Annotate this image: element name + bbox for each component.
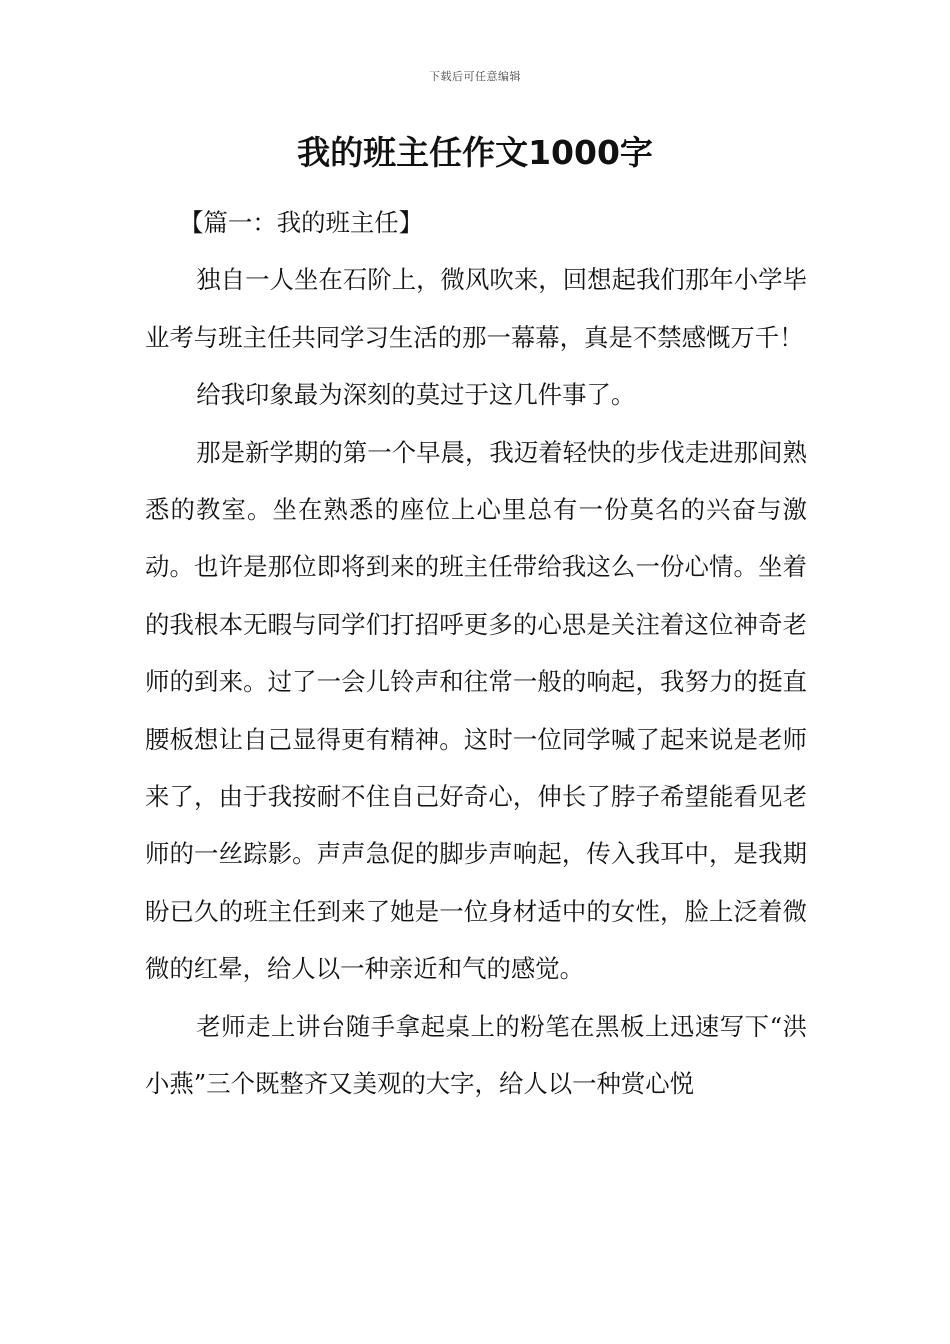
- document-title: 我的班主任作文1000字: [297, 133, 653, 172]
- paragraph: 给我印象最为深刻的莫过于这几件事了。: [196, 380, 636, 410]
- section-heading: 【篇一：我的班主任】: [179, 208, 424, 237]
- document-body: [145, 194, 807, 1113]
- header-note: 下载后可任意编辑: [429, 70, 521, 83]
- paragraph: 老师走上讲台随手拿起桌上的粉笔在黑板上迅速写下“洪小燕”三个既整齐又美观的大字，给人以一种赏心悦: [145, 1011, 807, 1099]
- paragraph: 那是新学期的第一个早晨，我迈着轻快的步伐走进那间熟悉的教室。坐在熟悉的座位上心里总有一份莫名的兴奋与激动。也许是那位即将到来的班主任带给我这么一份心情。坐着的我根本无暇与同学们打招呼更多的心思是关注着这位神奇老师的到来。过了一会儿铃声和往常一般的响起，我努力的挺直腰板想让自己显得更有精神。这时一位同学喊了起来说是老师来了，由于我按耐不住自己好奇心，伸长了脖子希望能看见老师的一丝踪影。声声急促的脚步声响起，传入我耳中，是我期盼已久的班主任到来了她是一位身材适中的女性，脸上泛着微微的红晕，给人以一种亲近和气的感觉。: [145, 437, 807, 984]
- paragraph: 独自一人坐在石阶上，微风吹来，回想起我们那年小学毕业考与班主任共同学习生活的那一幕幕，真是不禁感慨万千！: [145, 265, 807, 352]
